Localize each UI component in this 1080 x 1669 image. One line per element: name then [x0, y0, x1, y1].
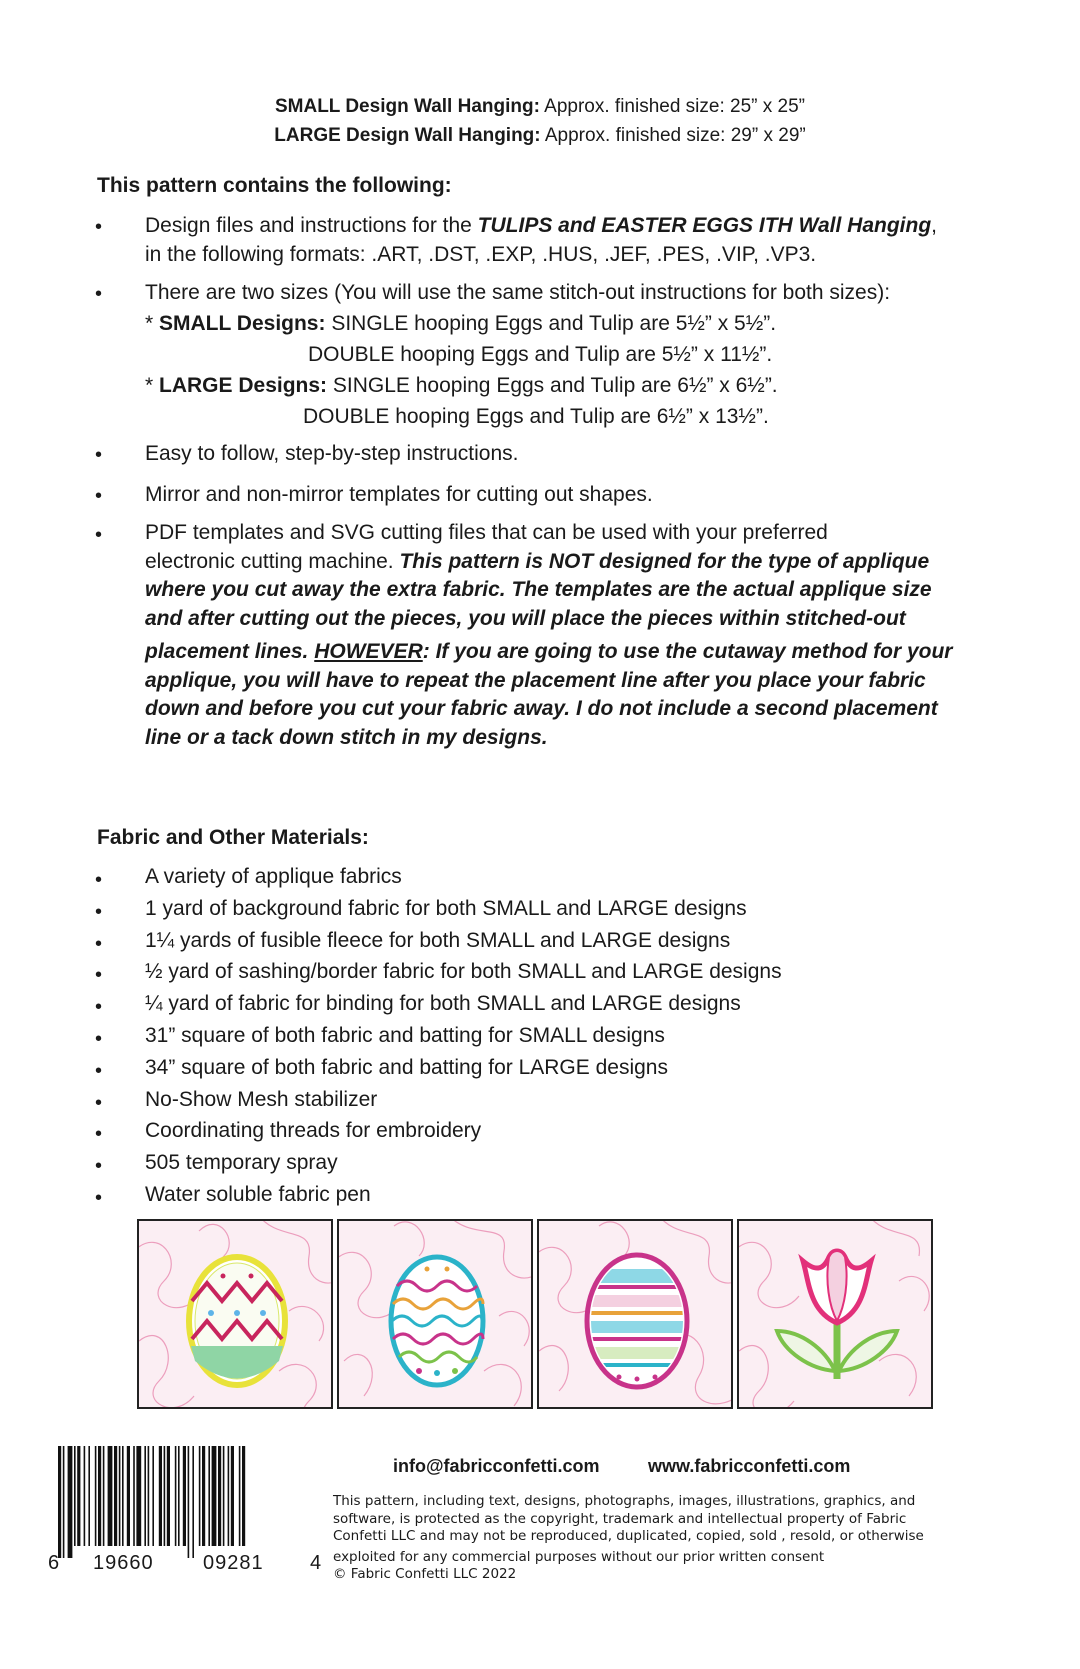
barcode-bar — [199, 1446, 201, 1546]
large-double-line: DOUBLE hooping Eggs and Tulip are 6½” x 13½”. — [303, 405, 769, 428]
bullet: • — [95, 1092, 103, 1114]
email-link[interactable]: info@fabricconfetti.com — [393, 1456, 600, 1476]
barcode — [48, 1446, 323, 1580]
material-item: No-Show Mesh stabilizer — [145, 1088, 378, 1111]
bullet: • — [95, 996, 103, 1018]
b5-line2-em: This pattern is NOT designed for the type of applique — [399, 549, 930, 573]
small-size-line — [0, 92, 1080, 121]
egg-zigzag-tile — [137, 1219, 333, 1409]
b1-formats: in the following formats: .ART, .DST, .EXP, .HUS, .JEF, .PES, .VIP, .VP3. — [145, 243, 817, 266]
barcode-digit-left: 6 — [48, 1552, 60, 1574]
barcode-bar — [167, 1446, 170, 1546]
barcode-bar — [228, 1446, 230, 1546]
barcode-bar — [192, 1446, 194, 1558]
barcode-bar — [159, 1446, 162, 1546]
barcode-bar — [122, 1446, 124, 1546]
large-size-text: Approx. finished size: 29” x 29” — [540, 125, 806, 146]
barcode-bar — [74, 1446, 76, 1546]
b5-line7: down and before you cut your fabric away. I do not include a second placement — [145, 697, 938, 720]
small-double-line: DOUBLE hooping Eggs and Tulip are 5½” x 11½”. — [308, 343, 773, 366]
barcode-bar — [212, 1446, 217, 1546]
bullet: • — [95, 964, 103, 986]
egg-wavy-illustration — [339, 1221, 533, 1409]
large-designs-line — [145, 371, 778, 400]
barcode-bar — [136, 1446, 141, 1546]
tulip-tile — [737, 1219, 933, 1409]
bullet: • — [95, 283, 103, 305]
contains-item-design-files — [145, 211, 995, 269]
barcode-bar — [95, 1446, 97, 1546]
barcode-bar — [108, 1446, 113, 1546]
b1-post: , — [931, 214, 937, 237]
finished-sizes — [0, 92, 1080, 150]
barcode-bar — [152, 1446, 154, 1546]
b5-however: HOWEVER — [314, 640, 423, 663]
barcode-bar — [202, 1446, 205, 1546]
material-item: Coordinating threads for embroidery — [145, 1119, 482, 1142]
barcode-bar — [242, 1446, 245, 1546]
barcode-bar — [119, 1446, 121, 1546]
large-size-label: LARGE Design Wall Hanging: — [274, 125, 541, 146]
b5-line8: line or a tack down stitch in my designs. — [145, 725, 548, 749]
barcode-bar — [218, 1446, 221, 1546]
barcode-group1: 19660 — [93, 1552, 154, 1574]
bullet: • — [95, 1123, 103, 1145]
egg-zigzag-illustration — [139, 1221, 333, 1409]
small-single: SINGLE hooping Eggs and Tulip are 5½” x 5½”. — [325, 312, 777, 335]
barcode-bar — [103, 1446, 105, 1546]
contains-item-instructions: Easy to follow, step-by-step instructions. — [145, 442, 519, 465]
b5-line5-pre: placement lines. — [145, 640, 315, 663]
barcode-bar — [178, 1446, 180, 1546]
material-item: 1¼ yards of fusible fleece for both SMALL and LARGE designs — [145, 929, 731, 952]
barcode-bar — [114, 1446, 117, 1546]
legal-line: This pattern, including text, designs, photographs, images, illustrations, graphics, and — [333, 1493, 916, 1509]
legal-line: Confetti LLC and may not be reproduced, duplicated, copied, sold , resold, or otherwise — [333, 1528, 924, 1544]
small-designs-label: SMALL Designs: — [159, 312, 326, 335]
barcode-bar — [84, 1446, 86, 1546]
material-item: 34” square of both fabric and batting for LARGE designs — [145, 1056, 668, 1079]
barcode-group2: 09281 — [203, 1552, 264, 1574]
material-item: Water soluble fabric pen — [145, 1183, 371, 1206]
barcode-bar — [175, 1446, 177, 1546]
bullet: • — [95, 216, 103, 238]
barcode-bar — [58, 1446, 61, 1558]
material-item: 1 yard of background fabric for both SMALL and LARGE designs — [145, 897, 747, 920]
b5-line1: PDF templates and SVG cutting files that can be used with your preferred — [145, 521, 828, 544]
barcode-bar — [144, 1446, 146, 1546]
b5-line2-plain: electronic cutting machine. — [145, 549, 400, 573]
barcode-bar — [133, 1446, 135, 1546]
large-designs-label: LARGE Designs: — [159, 374, 328, 397]
contains-item-two-sizes: There are two sizes (You will use the same stitch-out instructions for both sizes): — [145, 281, 891, 304]
barcode-bar — [188, 1446, 190, 1558]
barcode-bars — [48, 1446, 323, 1558]
bullet: • — [95, 901, 103, 923]
bullet: • — [95, 485, 103, 507]
egg-striped-tile — [537, 1219, 733, 1409]
barcode-bar — [127, 1446, 130, 1546]
barcode-bar — [77, 1446, 80, 1546]
b5-line6: applique, you will have to repeat the placement line after you place your fabric — [145, 668, 926, 692]
large-star: * — [145, 374, 160, 397]
b1-pre: Design files and instructions for the — [145, 214, 478, 237]
legal-line: © Fabric Confetti LLC 2022 — [333, 1566, 517, 1582]
barcode-bar — [164, 1446, 166, 1546]
b5-line3: where you cut away the extra fabric. The templates are the actual applique size — [145, 578, 932, 601]
barcode-bar — [231, 1446, 234, 1546]
contains-heading: This pattern contains the following: — [97, 174, 452, 197]
b5-line5 — [145, 638, 952, 667]
b5-line5-post: : If you are going to use the cutaway method for your — [422, 640, 953, 663]
website-link[interactable]: www.fabricconfetti.com — [648, 1456, 851, 1476]
large-single: SINGLE hooping Eggs and Tulip are 6½” x 6½”. — [327, 374, 778, 397]
material-item: ¼ yard of fabric for binding for both SMALL and LARGE designs — [145, 992, 741, 1015]
bullet: • — [95, 933, 103, 955]
barcode-bar — [183, 1446, 186, 1546]
bullet: • — [95, 1060, 103, 1082]
materials-heading: Fabric and Other Materials: — [97, 826, 369, 849]
bullet: • — [95, 1187, 103, 1209]
legal-line: exploited for any commercial purposes without our prior written consent — [333, 1548, 825, 1565]
bullet: • — [95, 1155, 103, 1177]
contains-item-pdf-svg — [145, 519, 995, 752]
barcode-bar — [63, 1446, 65, 1558]
barcode-digit-right: 4 — [310, 1552, 322, 1574]
material-item: 505 temporary spray — [145, 1151, 338, 1174]
barcode-bar — [223, 1446, 225, 1546]
bullet: • — [95, 869, 103, 891]
b1-product-name: TULIPS and EASTER EGGS ITH Wall Hanging — [477, 214, 932, 237]
barcode-bar — [68, 1446, 73, 1558]
contains-item-templates: Mirror and non-mirror templates for cutting out shapes. — [145, 483, 653, 506]
copyright-notice — [333, 1493, 953, 1584]
bullet: • — [95, 444, 103, 466]
barcode-bar — [98, 1446, 101, 1546]
small-star: * — [145, 312, 160, 335]
b5-line4: and after cutting out the pieces, you will place the pieces within stitched-out — [145, 606, 906, 630]
bullet: • — [95, 1028, 103, 1050]
small-size-text: Approx. finished size: 25” x 25” — [539, 96, 806, 117]
egg-wavy-tile — [337, 1219, 533, 1409]
egg-striped-illustration — [539, 1221, 733, 1409]
barcode-bar — [88, 1446, 90, 1546]
material-item: 31” square of both fabric and batting for SMALL designs — [145, 1024, 665, 1047]
barcode-bar — [208, 1446, 210, 1546]
material-item: ½ yard of sashing/border fabric for both SMALL and LARGE designs — [145, 960, 782, 983]
barcode-bar — [239, 1446, 241, 1546]
legal-line: software, is protected as the copyright, trademark and intellectual property of Fabric — [333, 1510, 907, 1527]
material-item: A variety of applique fabrics — [145, 865, 402, 888]
large-size-line — [0, 121, 1080, 150]
barcode-bar — [148, 1446, 150, 1546]
bullet: • — [95, 524, 103, 546]
small-designs-line — [145, 309, 776, 338]
tulip-illustration — [739, 1221, 933, 1409]
small-size-label: SMALL Design Wall Hanging: — [274, 96, 540, 117]
